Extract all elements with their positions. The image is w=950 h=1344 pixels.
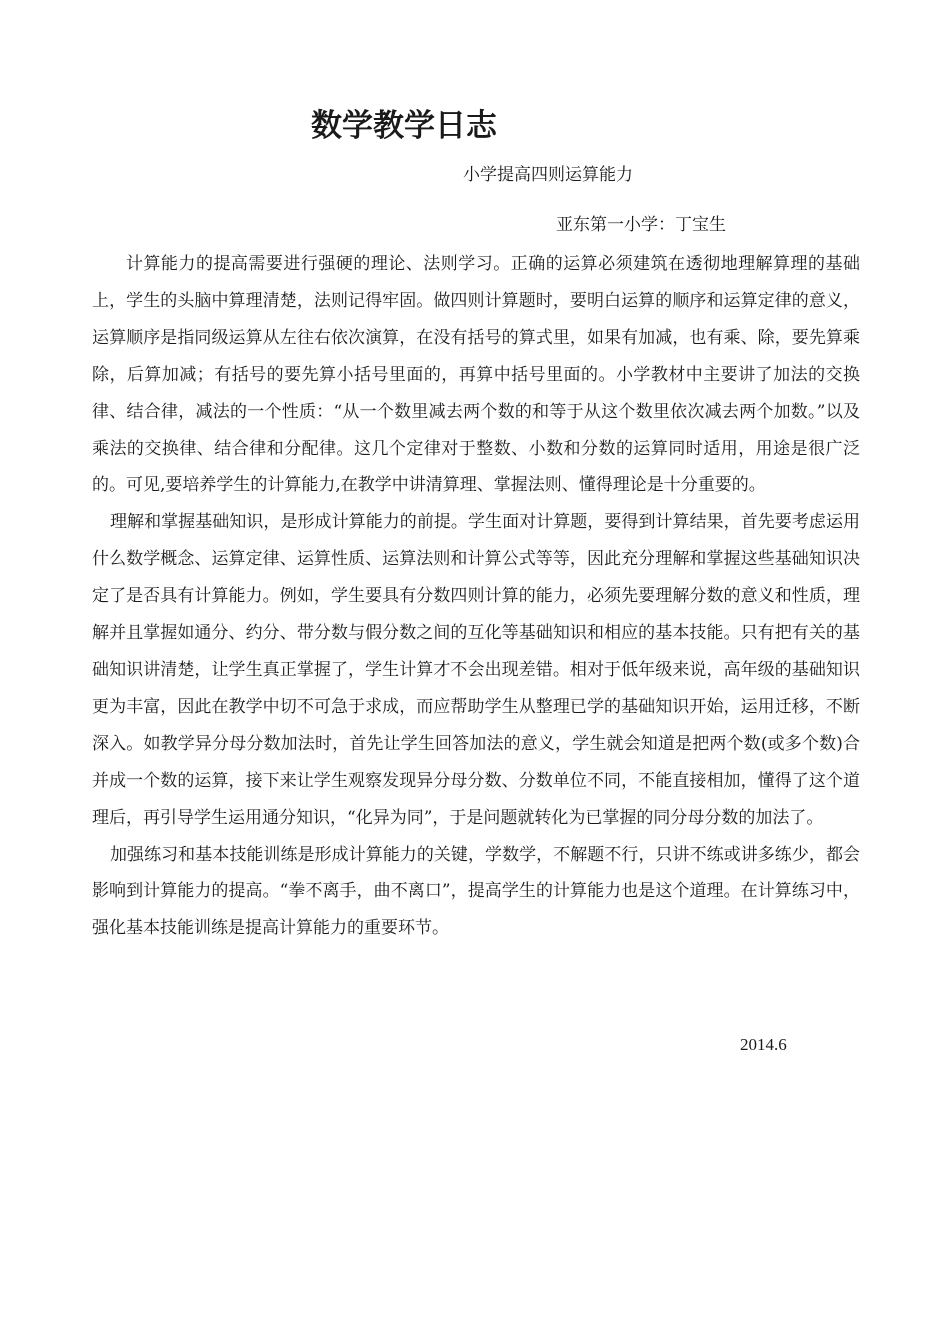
document-author: 亚东第一小学：丁宝生 (556, 215, 726, 235)
paragraph-computation-theory: 计算能力的提高需要进行强硬的理论、法则学习。正确的运算必须建筑在透彻地理解算理的基础上，学生的头脑中算理清楚，法则记得牢固。做四则计算题时，要明白运算的顺序和运算定律的意义，运算顺序是指同级运算从左往右依次演算，在没有括号的算式里，如果有加减，也有乘、除，要先算乘除，后算加减；有括号的要先算小括号里面的，再算中括号里面的。小学教材中主要讲了加法的交换律、结合律，减法的一个性质：“从一个数里减去两个数的和等于从这个数里依次减去两个加数。”以及乘法的交换律、结合律和分配律。这几个定律对于整数、小数和分数的运算同时适用，用途是很广泛的。可见,要培养学生的计算能力,在教学中讲清算理、掌握法则、懂得理论是十分重要的。 (92, 254, 860, 496)
paragraph-basic-knowledge: 理解和掌握基础知识，是形成计算能力的前提。学生面对计算题，要得到计算结果，首先要考虑运用什么数学概念、运算定律、运算性质、运算法则和计算公式等等，因此充分理解和掌握这些基础知识决定了是否具有计算能力。例如，学生要具有分数四则计算的能力，必须先要理解分数的意义和性质，理解并且掌握如通分、约分、带分数与假分数之间的互化等基础知识和相应的基本技能。只有把有关的基础知识讲清楚，让学生真正掌握了，学生计算才不会出现差错。相对于低年级来说，高年级的基础知识更为丰富，因此在教学中切不可急于求成，而应帮助学生从整理已学的基础知识开始，运用迁移，不断深入。如教学异分母分数加法时，首先让学生回答加法的意义，学生就会知道是把两个数(或多个数)合并成一个数的运算，接下来让学生观察发现异分母分数、分数单位不同，不能直接相加，懂得了这个道理后，再引导学生运用通分知识，“化异为同”，于是问题就转化为已掌握的同分母分数的加法了。 (92, 512, 860, 828)
document-subtitle: 小学提高四则运算能力 (463, 165, 633, 185)
document-body (92, 246, 860, 947)
document-date: 2014.6 (740, 1035, 787, 1054)
paragraph-practice-training: 加强练习和基本技能训练是形成计算能力的关键，学数学，不解题不行，只讲不练或讲多练少，都会影响到计算能力的提高。“拳不离手，曲不离口”，提高学生的计算能力也是这个道理。在计算练习中，强化基本技能训练是提高计算能力的重要环节。 (92, 844, 860, 939)
document-title: 数学教学日志 (311, 108, 497, 144)
